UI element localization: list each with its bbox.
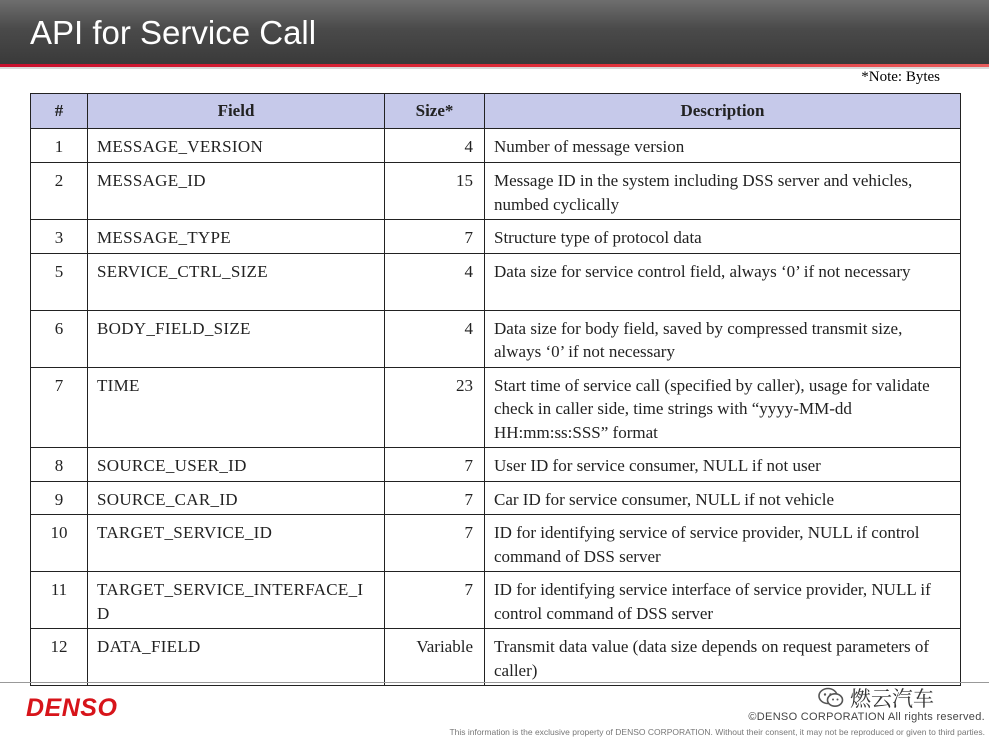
table-row	[31, 629, 961, 686]
row-field: BODY_FIELD_SIZE	[88, 310, 385, 367]
table-header-row	[31, 94, 961, 129]
row-description: Start time of service call (specified by caller), usage for validate check in caller side, time strings with “yyyy-MM-dd HH:mm:ss:SSS” format	[485, 367, 961, 448]
row-size: 4	[385, 129, 485, 163]
table-row	[31, 448, 961, 482]
row-description: Transmit data value (data size depends on request parameters of caller)	[485, 629, 961, 686]
row-size: 7	[385, 220, 485, 254]
header-description: Description	[485, 94, 961, 129]
row-num: 6	[31, 310, 88, 367]
row-size: 7	[385, 515, 485, 572]
row-description: Message ID in the system including DSS server and vehicles, numbed cyclically	[485, 163, 961, 220]
title-underline-gray	[0, 67, 989, 69]
row-num: 1	[31, 129, 88, 163]
row-description: Structure type of protocol data	[485, 220, 961, 254]
table-row	[31, 220, 961, 254]
row-field: TIME	[88, 367, 385, 448]
watermark-text: 燃云汽车	[850, 687, 934, 711]
row-num: 8	[31, 448, 88, 482]
header-num: #	[31, 94, 88, 129]
wechat-icon	[818, 687, 844, 709]
row-field: SERVICE_CTRL_SIZE	[88, 253, 385, 310]
row-description: Car ID for service consumer, NULL if not vehicle	[485, 481, 961, 515]
row-num: 7	[31, 367, 88, 448]
row-size: 7	[385, 448, 485, 482]
row-field: TARGET_SERVICE_INTERFACE_ID	[88, 572, 385, 629]
header-size: Size*	[385, 94, 485, 129]
row-field: SOURCE_USER_ID	[88, 448, 385, 482]
header-field: Field	[88, 94, 385, 129]
wechat-watermark	[818, 683, 934, 713]
table-row	[31, 129, 961, 163]
units-note: *Note: Bytes	[861, 69, 940, 85]
disclaimer-text: This information is the exclusive property of DENSO CORPORATION. Without their consent, it may not be reproduced or given to third parties.	[449, 727, 985, 737]
row-field: MESSAGE_ID	[88, 163, 385, 220]
table-row	[31, 572, 961, 629]
title-bar	[0, 0, 989, 64]
row-num: 9	[31, 481, 88, 515]
row-description: ID for identifying service interface of service provider, NULL if control command of DSS server	[485, 572, 961, 629]
row-field: MESSAGE_VERSION	[88, 129, 385, 163]
row-num: 3	[31, 220, 88, 254]
row-field: SOURCE_CAR_ID	[88, 481, 385, 515]
table-row	[31, 310, 961, 367]
row-field: DATA_FIELD	[88, 629, 385, 686]
row-description: Data size for body field, saved by compressed transmit size, always ‘0’ if not necessary	[485, 310, 961, 367]
row-size: 23	[385, 367, 485, 448]
row-size: 15	[385, 163, 485, 220]
table-row	[31, 163, 961, 220]
table-row	[31, 515, 961, 572]
row-num: 12	[31, 629, 88, 686]
row-num: 2	[31, 163, 88, 220]
row-num: 10	[31, 515, 88, 572]
row-description: User ID for service consumer, NULL if not user	[485, 448, 961, 482]
row-size: Variable	[385, 629, 485, 686]
row-size: 7	[385, 481, 485, 515]
row-description: ID for identifying service of service provider, NULL if control command of DSS server	[485, 515, 961, 572]
row-size: 4	[385, 310, 485, 367]
row-field: MESSAGE_TYPE	[88, 220, 385, 254]
denso-logo: DENSO	[26, 694, 118, 722]
row-num: 11	[31, 572, 88, 629]
copyright-text: ©DENSO CORPORATION All rights reserved.	[748, 711, 985, 723]
table-row	[31, 253, 961, 310]
row-field: TARGET_SERVICE_ID	[88, 515, 385, 572]
table-row	[31, 367, 961, 448]
row-description: Number of message version	[485, 129, 961, 163]
row-size: 7	[385, 572, 485, 629]
row-description: Data size for service control field, always ‘0’ if not necessary	[485, 253, 961, 310]
api-fields-table	[30, 93, 961, 686]
table-row	[31, 481, 961, 515]
row-size: 4	[385, 253, 485, 310]
slide-title: API for Service Call	[30, 14, 317, 51]
row-num: 5	[31, 253, 88, 310]
